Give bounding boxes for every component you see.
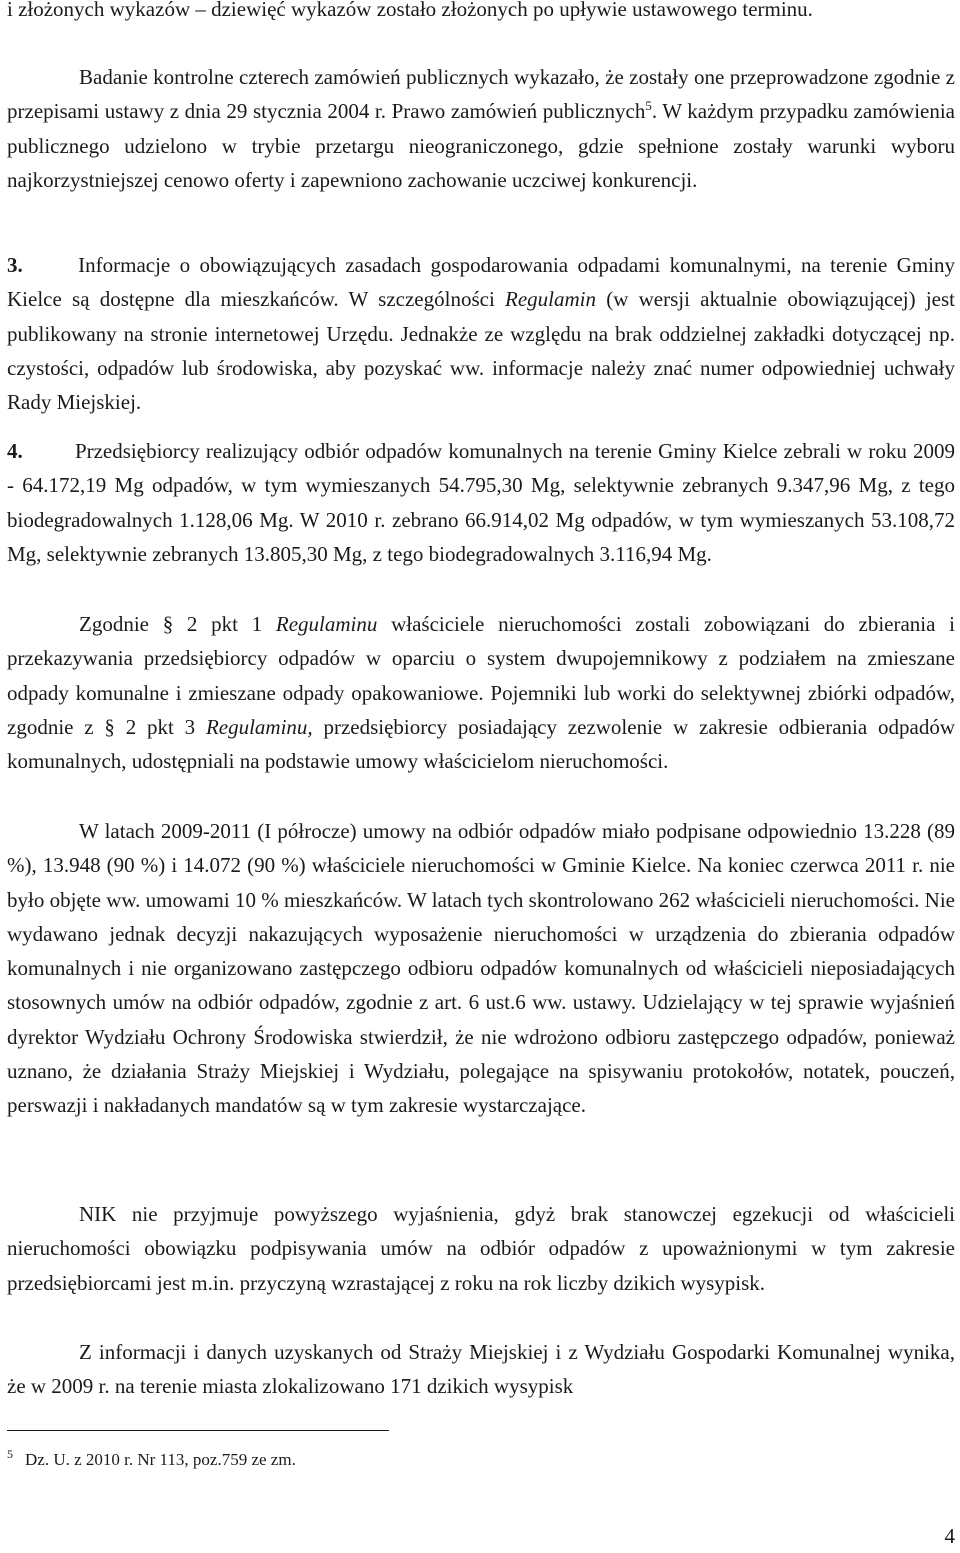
footnote-reference: 5 bbox=[645, 98, 652, 114]
footnote-number: 5 bbox=[7, 1447, 13, 1462]
paragraph-text: W latach 2009-2011 (I półrocze) umowy na odbiór odpadów miało podpisane odpowiednio 13.228 (89 %), 13.948 (90 %) i 14.072 (90 %) właściciele nieruchomości w Gminie Kielce. Na koniec czerwca 2011 r. nie było objęte ww. umowami 10 % mieszkańców. W latach tych skontrolowano 262 właścicieli nieruchomości. Nie wydawano jednak decyzji nakazujących wyposażenie nieruchomości w urządzenia do zbierania odpadów komunalnych i nie organizowano zastępczego odbioru odpadów komunalnych od właścicieli nieposiadających stosownych umów na odbiór odpadów, zgodnie z art. 6 ust.6 ww. ustawy. Udzielający w tej sprawie wyjaśnień dyrektor Wydziału Ochrony Środowiska stwierdził, że nie wdrożono odbioru zastępczego odpadów, ponieważ uznano, że działania Straży Miejskiej i Wydziału, polegające na spisywaniu protokołów, notatek, pouczeń, perswazji i nakładanych mandatów są w tym zakresie wystarczające. bbox=[7, 819, 955, 1118]
paragraph-text: i złożonych wykazów – dziewięć wykazów zostało złożonych po upływie ustawowego terminu. bbox=[7, 0, 813, 21]
italic-term: Regulamin bbox=[505, 287, 597, 312]
paragraph-text: Z informacji i danych uzyskanych od Straży Miejskiej i z Wydziału Gospodarki Komunalnej wynika, że w 2009 r. na terenie miasta zlokalizowano 171 dzikich wysypisk bbox=[7, 1340, 955, 1399]
paragraph-contracts bbox=[7, 814, 955, 1123]
paragraph-text: przedsiębiorcy posiadający zezwolenie w zakresie odbierania odpadów komunalnych, udostępniali na podstawie umowy właścicielom nieruchomości. bbox=[7, 714, 956, 774]
section-number: 3. bbox=[7, 253, 23, 277]
paragraph-procurement-audit bbox=[7, 60, 955, 197]
section-3 bbox=[7, 248, 955, 419]
paragraph-regulamin bbox=[7, 607, 955, 778]
italic-term: Regulaminu, bbox=[205, 714, 313, 739]
paragraph-text: NIK nie przyjmuje powyższego wyjaśnienia, gdyż brak stanowczej egzekucji od właścicieli nieruchomości obowiązku podpisywania umów na odbiór odpadów z upoważnionymi w tym zakresie przedsiębiorcami jest m.in. przyczyną wzrastającej z roku na rok liczby dzikich wysypisk. bbox=[7, 1202, 955, 1295]
footnote bbox=[7, 1449, 296, 1471]
paragraph-text: Badanie kontrolne czterech zamówień publicznych wykazało, że zostały one przeprowadzone zgodnie z przepisami ustawy z dnia 29 stycznia 2004 r. Prawo zamówień publicznych bbox=[7, 65, 955, 124]
paragraph-text: (w wersji aktualnie obowiązującej) jest publikowany na stronie internetowej Urzędu. Jednakże ze względu na brak oddzielnej zakładki dotyczącej np. czystości, odpadów lub środowiska, aby pozyskać ww. informacje należy znać numer odpowiedniej uchwały Rady Miejskiej. bbox=[7, 287, 956, 415]
page-number: 4 bbox=[944, 1524, 955, 1548]
paragraph-text: Informacje o obowiązujących zasadach gospodarowania odpadami komunalnymi, na terenie Gminy Kielce są dostępne dla mieszkańców. W szczególności bbox=[7, 253, 956, 312]
section-4 bbox=[7, 434, 955, 571]
section-number: 4. bbox=[7, 439, 23, 463]
italic-term: Regulaminu bbox=[275, 612, 378, 636]
paragraph-text: właściciele nieruchomości zostali zobowiązani do zbierania i przekazywania przedsiębiorcy odpadów w oparciu o system dwupojemnikowy z podziałem na zmieszane odpady komunalne i zmieszane odpady opakowaniowe. Pojemniki lub worki do selektywnej zbiórki odpadów, zgodnie z § 2 pkt 3 bbox=[7, 612, 955, 739]
footnote-divider bbox=[7, 1430, 389, 1431]
paragraph-continuation bbox=[7, 0, 955, 26]
paragraph-text: Zgodnie § 2 pkt 1 bbox=[79, 612, 276, 636]
paragraph-text: Przedsiębiorcy realizujący odbiór odpadów komunalnych na terenie Gminy Kielce zebrali w roku 2009 - 64.172,19 Mg odpadów, w tym wymieszanych 54.795,30 Mg, selektywnie zebranych 9.347,96 Mg, z tego biodegradowalnych 1.128,06 Mg. W 2010 r. zebrano 66.914,02 Mg odpadów, w tym wymieszanych 53.108,72 Mg, selektywnie zebranych 13.805,30 Mg, z tego biodegradowalnych 3.116,94 Mg. bbox=[7, 439, 956, 566]
paragraph-text: . W każdym przypadku zamówienia publicznego udzielono w trybie przetargu nieograniczonego, gdzie spełnione zostały warunki wyboru najkorzystniejszej cenowo oferty i zapewniono zachowanie uczciwej konkurencji. bbox=[7, 99, 956, 192]
paragraph-illegal-dumps bbox=[7, 1335, 955, 1404]
paragraph-nik-position bbox=[7, 1197, 955, 1300]
footnote-text: Dz. U. z 2010 r. Nr 113, poz.759 ze zm. bbox=[25, 1450, 296, 1469]
